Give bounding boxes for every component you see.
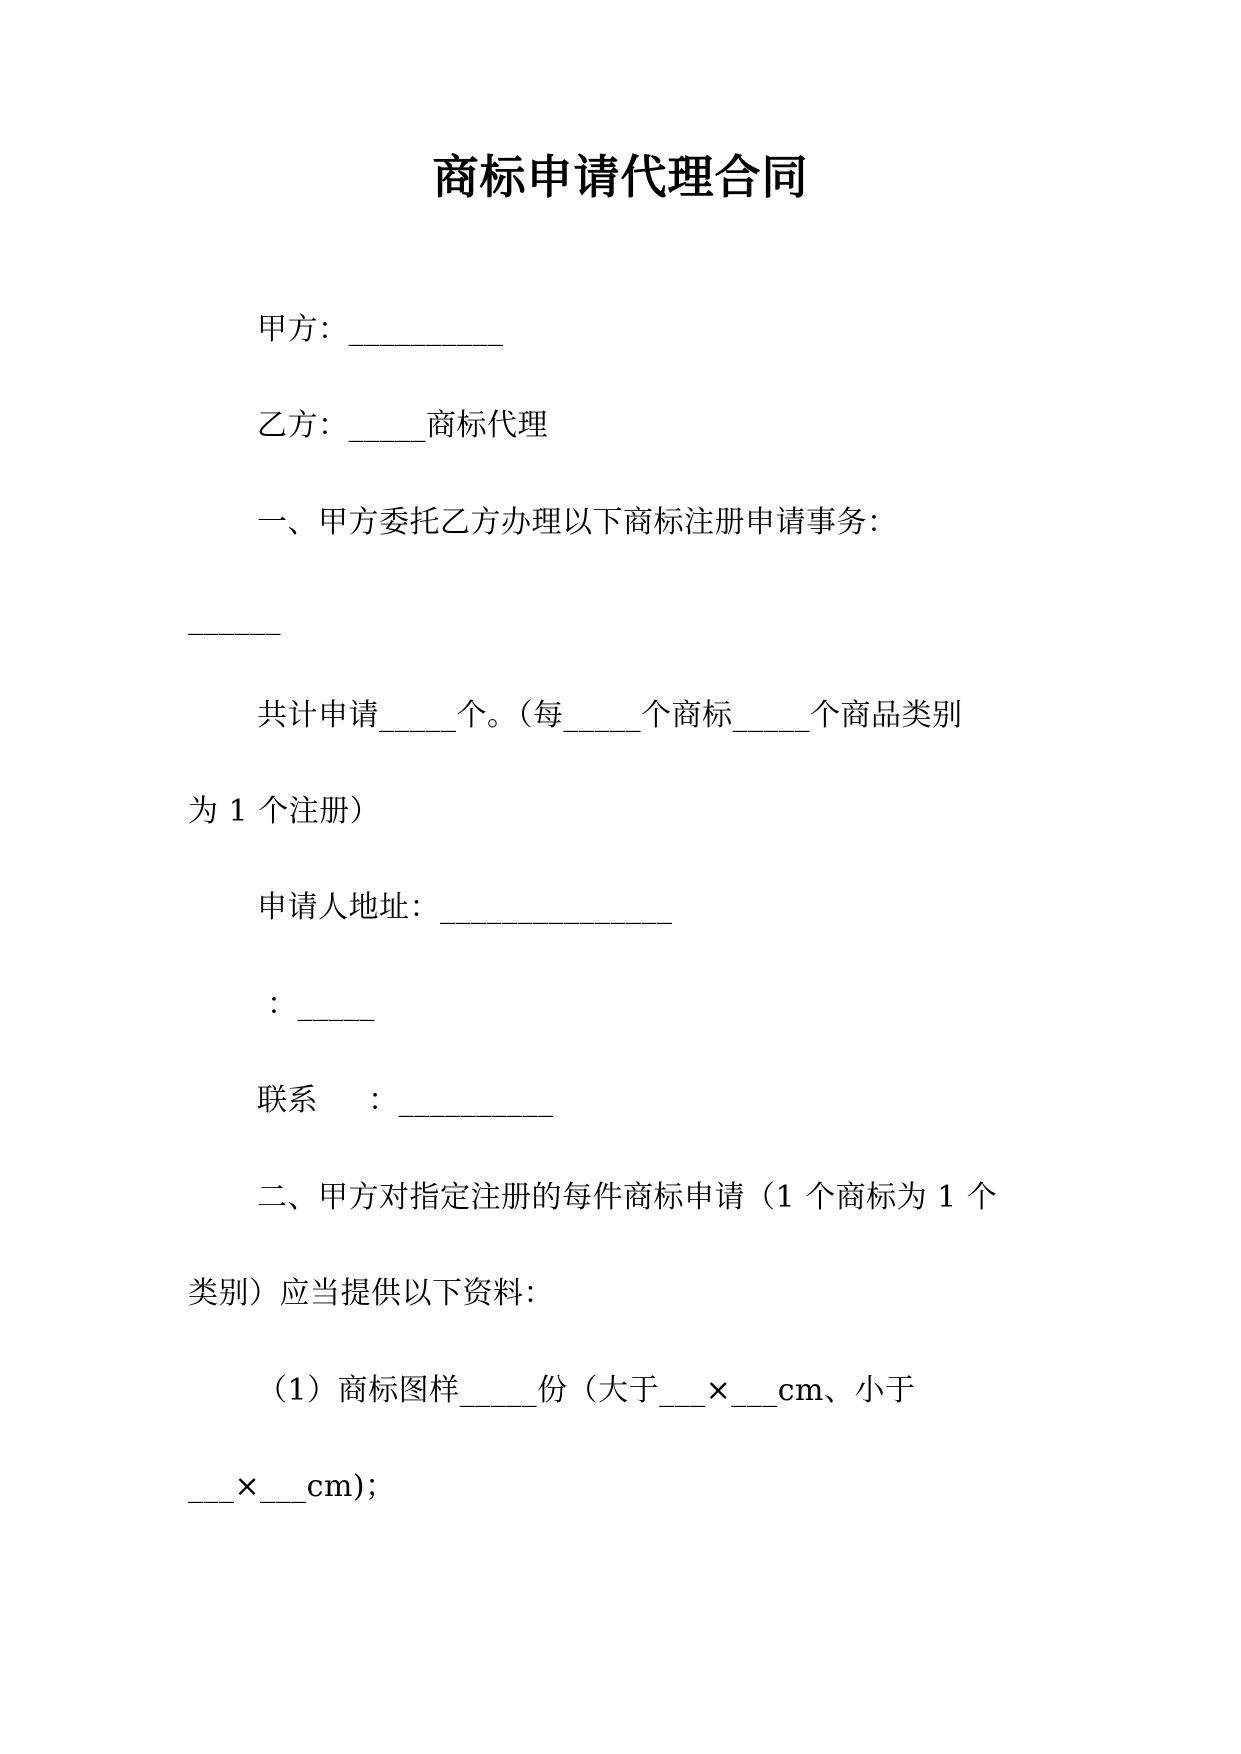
- item-1-line-cont: ___×___cm)；: [188, 1469, 396, 1504]
- applicant-address-line: 申请人地址：_______________: [257, 890, 673, 925]
- application-count-line: 共计申请_____个。（每_____个商标_____个商品类别: [257, 698, 963, 733]
- blank-field-line: ：_____: [267, 987, 375, 1022]
- party-a-line: 甲方：__________: [257, 312, 504, 347]
- clause-1-heading: 一、甲方委托乙方办理以下商标注册申请事务：: [257, 505, 898, 540]
- clause-2-heading-cont: 类别）应当提供以下资料：: [188, 1276, 554, 1311]
- item-1-line: （1）商标图样_____份（大于___×___cm、小于: [257, 1373, 916, 1408]
- clause-2-heading: 二、甲方对指定注册的每件商标申请（1 个商标为 1 个: [257, 1180, 998, 1215]
- party-b-line: 乙方：_____商标代理: [257, 408, 548, 443]
- contact-line: 联系 ：__________: [257, 1083, 554, 1118]
- clause-1-blank: ______: [188, 601, 281, 636]
- application-count-line-cont: 为 1 个注册）: [188, 794, 381, 829]
- document-title: 商标申请代理合同: [432, 150, 809, 204]
